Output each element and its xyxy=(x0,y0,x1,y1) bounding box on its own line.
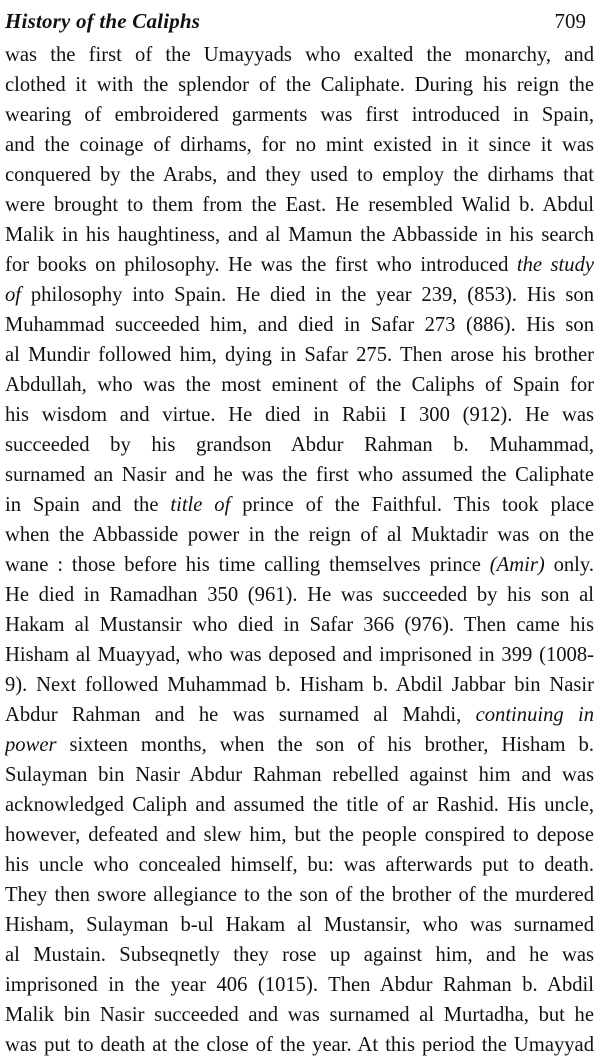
page-number: 709 xyxy=(554,9,586,33)
italic-text: the study xyxy=(516,254,594,276)
text-line xyxy=(5,760,594,790)
text-line xyxy=(5,940,594,970)
italic-text: power xyxy=(5,734,57,756)
text-line xyxy=(5,580,594,610)
text-segment: imprisoned in the year 406 (1015). Then Abdur Rahman b. Abdil xyxy=(5,974,594,996)
text-line xyxy=(5,130,594,160)
text-segment: philosophy into Spain. He died in the year 239, (853). His son xyxy=(21,284,594,306)
text-line xyxy=(5,490,594,520)
text-segment: Abdur Rahman and he was surnamed al Mahdi, xyxy=(5,704,476,726)
text-segment: 9). Next followed Muhammad b. Hisham b. Abdil Jabbar bin Nasir xyxy=(5,674,594,696)
text-line xyxy=(5,880,594,910)
text-line xyxy=(5,820,594,850)
text-line xyxy=(5,790,594,820)
italic-text: (Amir) xyxy=(489,554,545,576)
text-line xyxy=(5,70,594,100)
text-line xyxy=(5,520,594,550)
text-segment: his wisdom and virtue. He died in Rabii I 300 (912). He was xyxy=(5,404,594,426)
text-segment: Malik bin Nasir succeeded and was surnamed al Murtadha, but he xyxy=(5,1004,594,1026)
text-segment: Abdullah, who was the most eminent of the Caliphs of Spain for xyxy=(5,374,594,396)
text-segment: were brought to them from the East. He resembled Walid b. Abdul xyxy=(5,194,594,216)
text-segment: acknowledged Caliph and assumed the title of ar Rashid. His uncle, xyxy=(5,794,594,816)
text-line xyxy=(5,310,594,340)
text-segment: al Mustain. Subseqnetly they rose up against him, and he was xyxy=(5,944,594,966)
text-segment: sixteen months, when the son of his brother, Hisham b. xyxy=(56,734,594,756)
text-segment: Hakam al Mustansir who died in Safar 366 (976). Then came his xyxy=(5,614,594,636)
text-line xyxy=(5,610,594,640)
text-line xyxy=(5,910,594,940)
text-segment: wane : those before his time calling themselves prince xyxy=(5,554,490,576)
text-segment: however, defeated and slew him, but the people conspired to depose xyxy=(5,824,594,846)
text-segment: when the Abbasside power in the reign of al Muktadir was on the xyxy=(5,524,594,546)
text-line xyxy=(5,160,594,190)
text-segment: wearing of embroidered garments was first introduced in Spain, xyxy=(5,104,594,126)
text-segment: He died in Ramadhan 350 (961). He was succeeded by his son al xyxy=(5,584,594,606)
text-line xyxy=(5,970,594,1000)
text-segment: al Mundir followed him, dying in Safar 275. Then arose his brother xyxy=(5,344,594,366)
text-segment: and the coinage of dirhams, for no mint existed in it since it was xyxy=(5,134,594,156)
body-text xyxy=(5,40,594,1060)
text-line xyxy=(5,700,594,730)
text-segment: was the first of the Umayyads who exalted the monarchy, and xyxy=(5,44,594,66)
text-segment: Hisham, Sulayman b-ul Hakam al Mustansir, who was surnamed xyxy=(5,914,594,936)
italic-text: of xyxy=(5,284,22,306)
text-line xyxy=(5,1030,594,1060)
text-segment: in Spain and the xyxy=(5,494,171,516)
text-line xyxy=(5,1000,594,1030)
text-line xyxy=(5,250,594,280)
text-segment: surnamed an Nasir and he was the first who assumed the Caliphate xyxy=(5,464,594,486)
text-segment: conquered by the Arabs, and they used to employ the dirhams that xyxy=(5,164,594,186)
text-segment: Muhammad succeeded him, and died in Safar 273 (886). His son xyxy=(5,314,594,336)
text-line xyxy=(5,400,594,430)
running-title: History of the Caliphs xyxy=(5,9,201,33)
text-segment: Sulayman bin Nasir Abdur Rahman rebelled against him and was xyxy=(5,764,594,786)
text-segment: Malik in his haughtiness, and al Mamun the Abbasside in his search xyxy=(5,224,594,246)
text-line xyxy=(5,670,594,700)
text-line xyxy=(5,550,594,580)
text-line xyxy=(5,40,594,70)
text-line xyxy=(5,100,594,130)
text-line xyxy=(5,460,594,490)
text-segment: was put to death at the close of the year. At this period the Umayyad xyxy=(5,1034,594,1056)
text-segment: They then swore allegiance to the son of the brother of the murdered xyxy=(5,884,594,906)
text-segment: only. xyxy=(544,554,594,576)
text-line xyxy=(5,850,594,880)
text-segment: his uncle who concealed himself, bu: was afterwards put to death. xyxy=(5,854,594,876)
text-segment: for books on philosophy. He was the first who introduced xyxy=(5,254,517,276)
text-line xyxy=(5,640,594,670)
text-line xyxy=(5,340,594,370)
text-line xyxy=(5,370,594,400)
text-segment: succeeded by his grandson Abdur Rahman b. Muhammad, xyxy=(5,434,594,456)
text-line xyxy=(5,730,594,760)
text-segment: prince of the Faithful. This took place xyxy=(230,494,594,516)
page-header xyxy=(5,4,594,38)
italic-text: title of xyxy=(170,494,231,516)
text-line xyxy=(5,430,594,460)
text-line xyxy=(5,280,594,310)
text-segment: clothed it with the splendor of the Caliphate. During his reign the xyxy=(5,74,594,96)
italic-text: continuing in xyxy=(475,704,594,726)
text-line xyxy=(5,220,594,250)
text-segment: Hisham al Muayyad, who was deposed and imprisoned in 399 (1008- xyxy=(5,644,594,666)
text-line xyxy=(5,190,594,220)
